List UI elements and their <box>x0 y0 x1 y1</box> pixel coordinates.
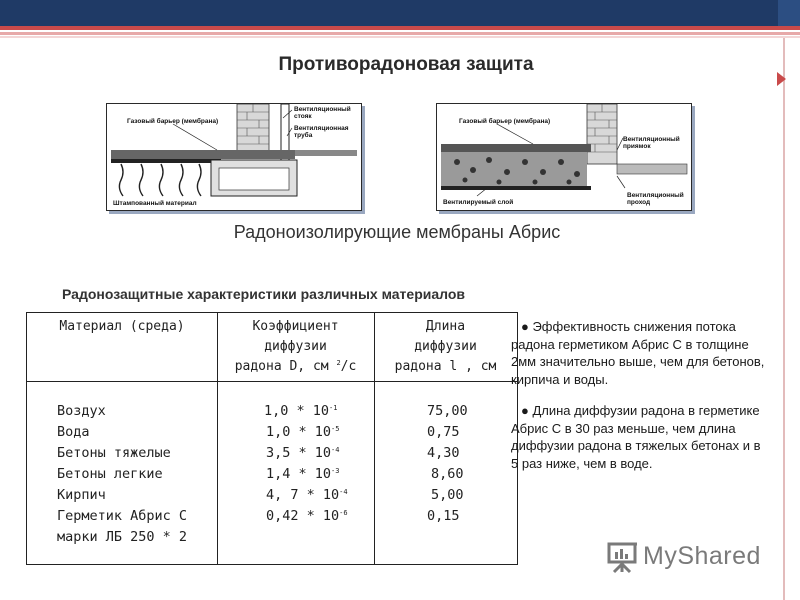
table-cell-coef <box>264 401 348 422</box>
header-diffusion-length <box>374 317 517 377</box>
coef-exponent: -1 <box>329 404 338 412</box>
header-coef-line <box>217 357 374 377</box>
coef-value: 3,5 * 10 <box>266 445 332 461</box>
header-coef-line: Коэффициент <box>252 319 339 334</box>
red-stripe <box>0 26 800 30</box>
table-cell-material: Вода <box>57 424 90 440</box>
material-column <box>57 401 187 548</box>
vent-passage-label: Вентиляционный проход <box>627 192 684 206</box>
table-cell-coef <box>264 464 348 485</box>
header-coef-text: радона D, см <box>234 359 329 374</box>
slide-title: Противорадоновая защита <box>278 54 534 75</box>
gas-barrier-label: Газовый барьер (мембрана) <box>127 118 219 125</box>
header-divider <box>27 381 517 382</box>
coef-exponent: -6 <box>339 509 348 517</box>
diagram-left <box>106 103 362 211</box>
myshared-logo[interactable] <box>606 540 761 574</box>
stamped-material-label: Штампованный материал <box>113 200 197 207</box>
table-title: Радонозащитные характеристики различных материалов <box>62 286 466 302</box>
table-cell-material: Кирпич <box>57 487 106 503</box>
header-length-line: Длина <box>425 319 466 334</box>
top-bar <box>0 0 800 26</box>
header-diffusion-coefficient <box>217 317 374 377</box>
table-cell-material: Герметик Абрис С <box>57 508 188 524</box>
coef-exponent: -4 <box>339 488 348 496</box>
coef-exponent: -4 <box>331 446 340 454</box>
coef-exponent: -3 <box>331 467 340 475</box>
vent-pit-label: Вентиляционный приямок <box>623 136 680 150</box>
table-cell-length: 5,00 <box>431 487 464 503</box>
note-efficiency: ● Эффективность снижения потока радона герметиком Абрис С в толщине 2мм значительно выше, чем для бетонов, кирпича и воды. <box>511 319 765 387</box>
table-cell-coef <box>264 506 348 527</box>
table-cell-length: 75,00 <box>427 403 468 419</box>
header-material: Материал (среда) <box>59 319 185 334</box>
diagram-right <box>436 103 692 211</box>
materials-table <box>26 312 518 565</box>
light-stripe <box>0 36 800 38</box>
table-cell-coef <box>264 443 348 464</box>
table-cell-length: 8,60 <box>431 466 464 482</box>
header-length-line: радона l , см <box>394 359 497 374</box>
coef-value: 0,42 * 10 <box>266 508 340 524</box>
vent-riser-label: Вентиляционный стояк <box>294 106 351 120</box>
table-cell-length: 0,15 <box>427 508 460 524</box>
coef-exponent: -5 <box>331 425 340 433</box>
coefficient-column <box>264 401 348 527</box>
gas-barrier-label-right: Газовый барьер (мембрана) <box>459 118 551 125</box>
coef-value: 1,4 * 10 <box>266 466 332 482</box>
vent-layer-label: Вентилируемый слой <box>443 199 514 206</box>
table-cell-material: марки ЛБ 250 * 2 <box>57 529 188 545</box>
logo-text: MyShared <box>643 542 761 570</box>
header-coef-line: диффузии <box>264 339 327 354</box>
coef-value: 4, 7 * 10 <box>266 487 340 503</box>
pink-stripe <box>0 32 800 35</box>
table-cell-coef <box>264 485 348 506</box>
coef-value: 1,0 * 10 <box>266 424 332 440</box>
header-coef-unit: /с <box>340 359 357 374</box>
table-cell-coef <box>264 422 348 443</box>
coef-value: 1,0 * 10 <box>264 403 330 419</box>
subtitle: Радоноизолирующие мембраны Абрис <box>233 222 561 242</box>
note-diffusion-length: ● Длина диффузии радона в герметике Абрис С в 30 раз меньше, чем длина диффузии радона в тяжелых бетонах и в 5 раз ниже, чем в воде. <box>511 403 761 471</box>
top-bar-accent <box>778 0 800 26</box>
table-cell-material: Бетоны легкие <box>57 466 163 482</box>
table-cell-material: Воздух <box>57 403 106 419</box>
header-length-line: диффузии <box>414 339 477 354</box>
table-cell-length: 0,75 <box>427 424 460 440</box>
presentation-board-icon <box>606 540 640 574</box>
vent-pipe-label: Вентиляционная труба <box>294 125 349 139</box>
header-coef-exponent: 2 <box>336 359 341 367</box>
notes-panel <box>511 318 769 486</box>
table-cell-material: Бетоны тяжелые <box>57 445 171 461</box>
length-column <box>427 401 468 527</box>
right-edge-line <box>783 38 785 600</box>
table-cell-length: 4,30 <box>427 445 460 461</box>
